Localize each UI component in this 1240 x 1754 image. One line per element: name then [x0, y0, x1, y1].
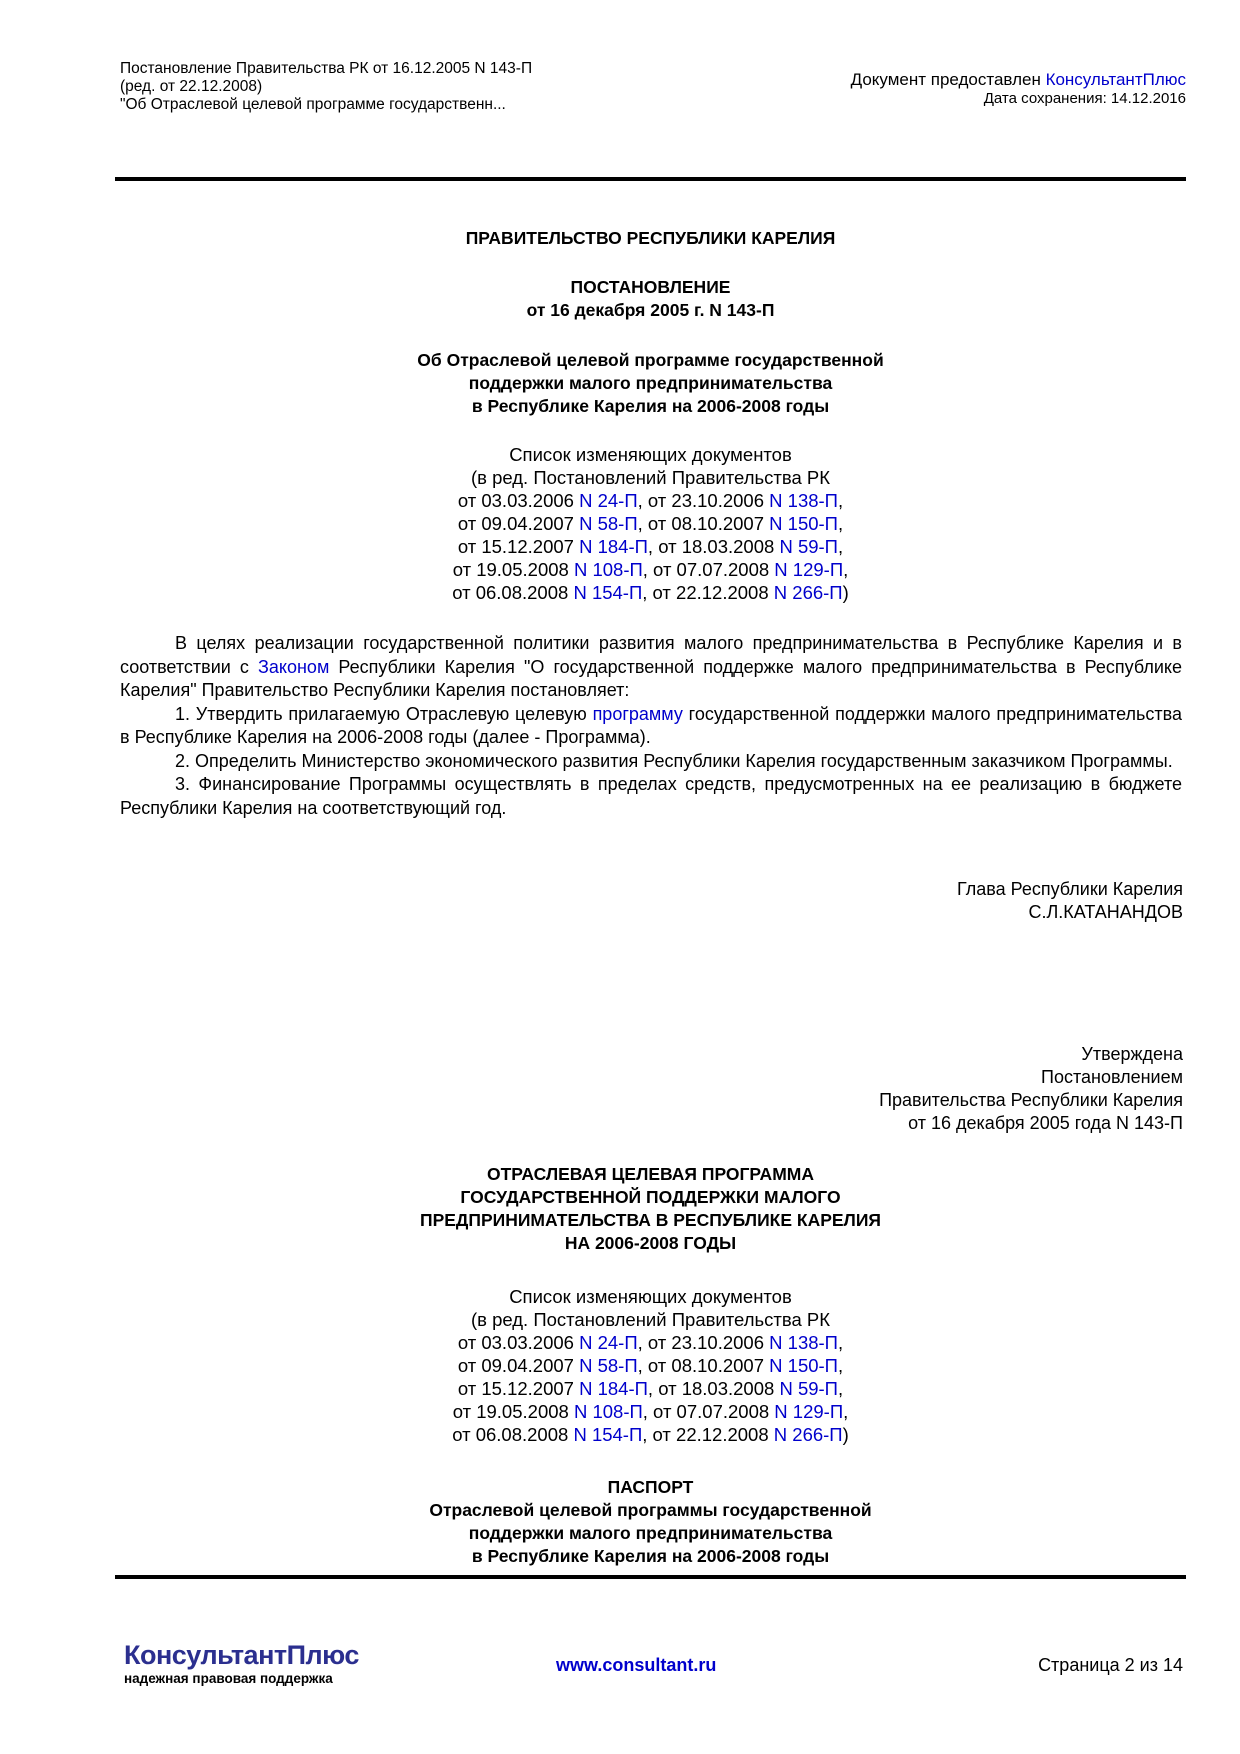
amendment-text: от 09.04.2007: [457, 1355, 580, 1376]
amendment-text: , от 23.10.2006: [637, 1332, 770, 1353]
document-header-title: [120, 60, 532, 114]
consultant-logo: [124, 1640, 359, 1688]
amendment-link[interactable]: N 108-П: [573, 559, 643, 580]
header-line: Постановление Правительства РК от 16.12.2005 N 143-П: [120, 60, 533, 77]
amendments-intro: (в ред. Постановлений Правительства РК: [470, 1309, 831, 1330]
amendment-text: от 09.04.2007: [457, 513, 580, 534]
amendment-row: [115, 1377, 1186, 1400]
amendment-row: [115, 1354, 1186, 1377]
amendments-list: [115, 443, 1186, 604]
item-1-paragraph: [120, 703, 1182, 750]
decree-type: ПОСТАНОВЛЕНИЕ: [570, 277, 731, 297]
amendment-link[interactable]: N 184-П: [579, 536, 648, 557]
approval-line: Постановлением: [1041, 1067, 1183, 1087]
decree-title-line: в Республике Карелия на 2006-2008 годы: [471, 396, 830, 416]
amendment-text: от 03.03.2006: [457, 1332, 580, 1353]
amendments-heading: Список изменяющих документов: [509, 1286, 792, 1307]
decree-body: [120, 632, 1182, 820]
item-2-paragraph: 2. Определить Министерство экономического развития Республики Карелия государственным заказчиком Программы.: [175, 750, 1173, 771]
approval-line: Утверждена: [1081, 1044, 1183, 1064]
passport-line: поддержки малого предпринимательства: [468, 1523, 833, 1543]
amendment-text: ,: [837, 1332, 844, 1353]
program-title: [115, 1163, 1186, 1255]
footer-brand: КонсультантПлюс: [124, 1640, 359, 1670]
amendment-link[interactable]: N 150-П: [769, 1355, 838, 1376]
amendment-link[interactable]: N 59-П: [779, 1378, 838, 1399]
approval-block: [879, 1043, 1183, 1135]
passport-heading: ПАСПОРТ: [607, 1477, 694, 1497]
footer-tagline: надежная правовая поддержка: [124, 1671, 333, 1686]
header-line: "Об Отраслевой целевой программе государственн...: [120, 96, 506, 113]
passport-line: Отраслевой целевой программы государственной: [429, 1500, 872, 1520]
amendment-row: [115, 558, 1186, 581]
item-text: государственной поддержки малого предпринимательства в Республике Карелия на 2006-2008 годы (далее - Программа).: [120, 703, 1182, 747]
amendment-text: ): [842, 1424, 849, 1445]
amendment-text: ,: [837, 1378, 844, 1399]
preamble-text: Республики Карелия "О государственной поддержке малого предпринимательства в Республике Карелия" Правительство Республики Карелия постановляет:: [120, 656, 1182, 700]
law-link[interactable]: Законом: [258, 656, 330, 677]
amendment-link[interactable]: N 266-П: [773, 1424, 843, 1445]
amendment-row: [115, 489, 1186, 512]
amendment-link[interactable]: N 58-П: [579, 513, 638, 534]
amendment-text: от 03.03.2006: [457, 490, 580, 511]
amendments-heading: Список изменяющих документов: [509, 444, 792, 465]
signature-block: [957, 878, 1183, 924]
amendment-text: ,: [837, 536, 844, 557]
item-3-paragraph: 3. Финансирование Программы осуществлять в пределах средств, предусмотренных на ее реализацию в бюджете Республики Карелия на соответствующий год.: [120, 774, 1182, 818]
amendments-intro: (в ред. Постановлений Правительства РК: [470, 467, 831, 488]
amendment-text: , от 23.10.2006: [637, 490, 770, 511]
provider-brand-link[interactable]: КонсультантПлюс: [1045, 70, 1186, 89]
amendment-link[interactable]: N 24-П: [579, 490, 638, 511]
amendment-link[interactable]: N 59-П: [779, 536, 838, 557]
amendment-text: ,: [843, 1401, 849, 1422]
amendment-link[interactable]: N 154-П: [573, 1424, 643, 1445]
amendment-text: от 06.08.2008: [452, 1424, 574, 1445]
decree-heading: [115, 276, 1186, 322]
amendment-text: ,: [837, 1355, 844, 1376]
item-text: 1. Утвердить прилагаемую Отраслевую целевую: [175, 703, 593, 724]
amendment-text: , от 18.03.2008: [647, 1378, 780, 1399]
amendment-link[interactable]: N 24-П: [579, 1332, 638, 1353]
decree-title-line: Об Отраслевой целевой программе государственной: [417, 350, 884, 370]
amendment-text: от 19.05.2008: [452, 559, 574, 580]
amendment-text: от 06.08.2008: [452, 582, 574, 603]
amendment-link[interactable]: N 129-П: [774, 1401, 844, 1422]
amendment-text: от 15.12.2007: [457, 536, 580, 557]
amendment-link[interactable]: N 138-П: [769, 490, 838, 511]
preamble-text: В целях реализации государственной политики развития малого предпринимательства в Республике Карелия и в соответствии с: [120, 633, 1182, 677]
signature-position: Глава Республики Карелия: [956, 879, 1183, 899]
amendment-text: , от 07.07.2008: [642, 559, 775, 580]
program-title-line: ГОСУДАРСТВЕННОЙ ПОДДЕРЖКИ МАЛОГО: [460, 1187, 841, 1207]
amendment-link[interactable]: N 58-П: [579, 1355, 638, 1376]
amendment-row: [115, 581, 1186, 604]
amendments-rows: [115, 489, 1186, 604]
passport-line: в Республике Карелия на 2006-2008 годы: [471, 1546, 830, 1566]
amendment-link[interactable]: N 108-П: [573, 1401, 643, 1422]
amendment-text: , от 08.10.2007: [637, 513, 770, 534]
program-title-line: ОТРАСЛЕВАЯ ЦЕЛЕВАЯ ПРОГРАММА: [486, 1164, 814, 1184]
amendment-text: , от 18.03.2008: [647, 536, 780, 557]
amendment-link[interactable]: N 184-П: [579, 1378, 648, 1399]
program-title-line: НА 2006-2008 ГОДЫ: [564, 1233, 737, 1253]
decree-date-number: от 16 декабря 2005 г. N 143-П: [526, 300, 775, 320]
amendment-row: [115, 535, 1186, 558]
program-title-line: ПРЕДПРИНИМАТЕЛЬСТВА В РЕСПУБЛИКЕ КАРЕЛИЯ: [420, 1210, 881, 1230]
amendment-text: ,: [837, 490, 844, 511]
approval-line: Правительства Республики Карелия: [879, 1090, 1183, 1110]
amendment-text: от 19.05.2008: [452, 1401, 574, 1422]
authority-heading: ПРАВИТЕЛЬСТВО РЕСПУБЛИКИ КАРЕЛИЯ: [465, 228, 836, 248]
passport-heading-block: [115, 1476, 1186, 1568]
amendment-text: , от 22.12.2008: [642, 1424, 774, 1445]
document-header-provider: [851, 70, 1186, 108]
preamble-paragraph: [120, 632, 1182, 703]
consultant-website-link[interactable]: www.consultant.ru: [556, 1655, 717, 1675]
amendment-row: [115, 1423, 1186, 1446]
amendment-text: от 15.12.2007: [457, 1378, 580, 1399]
amendment-link[interactable]: N 266-П: [773, 582, 843, 603]
provided-by-label: Документ предоставлен: [850, 70, 1046, 89]
amendments-rows: [115, 1331, 1186, 1446]
amendment-link[interactable]: N 154-П: [573, 582, 643, 603]
amendment-text: , от 08.10.2007: [637, 1355, 770, 1376]
program-link[interactable]: программу: [592, 703, 683, 724]
amendment-link[interactable]: N 150-П: [769, 513, 838, 534]
amendment-row: [115, 512, 1186, 535]
page-number: Страница 2 из 14: [1038, 1655, 1183, 1675]
footer-divider: [115, 1575, 1186, 1579]
amendment-row: [115, 1400, 1186, 1423]
save-date: Дата сохранения: 14.12.2016: [983, 90, 1186, 107]
decree-title: [115, 349, 1186, 418]
amendment-text: , от 22.12.2008: [642, 582, 774, 603]
amendment-link[interactable]: N 129-П: [774, 559, 844, 580]
amendment-row: [115, 1331, 1186, 1354]
program-amendments-list: [115, 1285, 1186, 1446]
header-line: (ред. от 22.12.2008): [120, 78, 263, 95]
header-divider: [115, 177, 1186, 181]
amendment-text: ,: [843, 559, 849, 580]
amendment-link[interactable]: N 138-П: [769, 1332, 838, 1353]
decree-title-line: поддержки малого предпринимательства: [468, 373, 833, 393]
amendment-text: ,: [837, 513, 844, 534]
signature-name: С.Л.КАТАНАНДОВ: [1028, 902, 1183, 922]
approval-line: от 16 декабря 2005 года N 143-П: [908, 1113, 1183, 1133]
amendment-text: , от 07.07.2008: [642, 1401, 775, 1422]
amendment-text: ): [842, 582, 849, 603]
